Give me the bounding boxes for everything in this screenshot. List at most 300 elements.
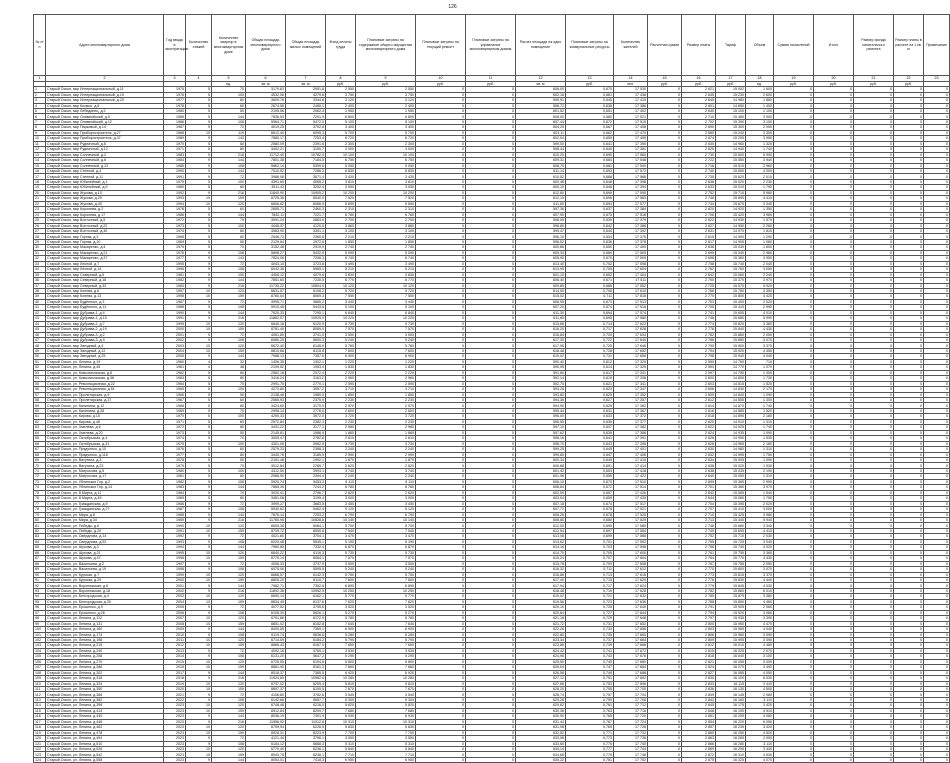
address-cell: Старый Оскол, ул. Кирова, д.48 [46, 419, 164, 424]
value-cell: 0 [774, 98, 814, 103]
value-cell: 10 [186, 321, 212, 326]
value-cell: 0,702 [566, 261, 614, 266]
value-cell: 0 [924, 419, 950, 424]
value-cell: 5 980 [746, 190, 774, 195]
value-cell: 5 700 [356, 523, 416, 528]
value-cell: 2 845 [682, 703, 716, 708]
value-cell: 5 800 [326, 659, 356, 664]
value-cell: 70 [212, 463, 246, 468]
value-cell: 5 [186, 398, 212, 403]
value-cell: 14 935 [716, 430, 746, 435]
value-cell: 5 [186, 468, 212, 473]
value-cell: 6 890 [356, 583, 416, 588]
value-cell: 7 550 [326, 294, 356, 299]
value-cell: 0,719 [566, 588, 614, 593]
value-cell: 3 090 [746, 632, 774, 637]
address-cell: Старый Оскол, ул. Ленина, д.112 [46, 616, 164, 621]
value-cell: 0 [416, 343, 466, 348]
value-cell: 604,25 [516, 125, 566, 130]
address-cell: Старый Оскол, мкр Дубрава-2, д.7 [46, 321, 164, 326]
value-cell: 0 [466, 637, 516, 642]
value-cell: 0 [648, 201, 682, 206]
row-number-cell: 82 [34, 528, 46, 533]
value-cell: 0,749 [566, 670, 614, 675]
value-cell: 0 [648, 354, 682, 359]
value-cell: 2 794 [682, 348, 716, 353]
row-number-cell: 37 [34, 283, 46, 288]
value-cell: 2 786 [682, 338, 716, 343]
value-cell: 0 [466, 267, 516, 272]
value-cell: 1977 [164, 256, 186, 261]
address-cell: Старый Оскол, ул. Прядченко, д.118 [46, 452, 164, 457]
value-cell: 1 730 [746, 376, 774, 381]
value-cell: 3 430 [326, 174, 356, 179]
value-cell: 0 [814, 103, 854, 108]
value-cell: 1 310 [746, 474, 774, 479]
value-cell: 3163,2 [286, 376, 326, 381]
value-cell: 4 450 [746, 348, 774, 353]
address-cell: Старый Оскол, ул. 8 Марта, д.11 [46, 490, 164, 495]
value-cell: 0 [814, 321, 854, 326]
value-cell: 607,44 [516, 119, 566, 124]
value-cell: 0,657 [566, 490, 614, 495]
value-cell: 1970 [164, 141, 186, 146]
value-cell: 1991 [164, 528, 186, 533]
value-cell: 2 875 [682, 757, 716, 762]
value-cell: 1 790 [746, 185, 774, 190]
value-cell: 3 420 [746, 725, 774, 730]
value-cell: 14 900 [716, 234, 746, 239]
value-cell: 10 [186, 747, 212, 752]
value-cell: 0,713 [566, 572, 614, 577]
value-cell: 2 740 [326, 245, 356, 250]
value-cell: 17 396 [614, 441, 648, 446]
row-number-cell: 42 [34, 310, 46, 315]
value-cell: 1974 [164, 436, 186, 441]
value-cell: 5964,71 [246, 119, 286, 124]
value-cell: 0 [854, 692, 894, 697]
value-cell: 0 [854, 610, 894, 615]
value-cell: 0 [854, 125, 894, 130]
value-cell: 0 [924, 261, 950, 266]
value-cell: 608,00 [516, 114, 566, 119]
column-header: Размер платы [682, 15, 716, 76]
value-cell: 17 660 [614, 632, 648, 637]
value-cell: 2003 [164, 343, 186, 348]
value-cell: 10 [186, 196, 212, 201]
address-cell: Старый Оскол, мкр Будённого, д.11 [46, 305, 164, 310]
value-cell: 0 [648, 594, 682, 599]
value-cell: 0 [416, 201, 466, 206]
value-cell: 0 [774, 321, 814, 326]
row-number-cell: 121 [34, 741, 46, 746]
value-cell: 0 [924, 245, 950, 250]
value-cell: 6 900 [356, 627, 416, 632]
value-cell: 0,694 [566, 201, 614, 206]
value-cell: 0,631 [566, 408, 614, 413]
value-cell: 15 860 [716, 332, 746, 337]
value-cell: 0 [924, 577, 950, 582]
row-number-cell: 77 [34, 501, 46, 506]
address-cell: Старый Оскол, ул. Курская, д.7 [46, 572, 164, 577]
value-cell: 634,14 [516, 747, 566, 752]
value-cell: 0 [894, 370, 924, 375]
value-cell: 2 600 [682, 376, 716, 381]
value-cell: 3 720 [356, 414, 416, 419]
value-cell: 0 [416, 637, 466, 642]
value-cell: 633,60 [516, 741, 566, 746]
address-cell: Старый Оскол, ул. Ленина, д.318 [46, 676, 164, 681]
value-cell: 0 [814, 534, 854, 539]
value-cell: 1989 [164, 517, 186, 522]
address-cell: Старый Оскол, ул. Ватутина, д.3 [46, 458, 164, 463]
value-cell: 0 [924, 708, 950, 713]
value-cell: 0 [924, 392, 950, 397]
row-number-cell: 96 [34, 605, 46, 610]
value-cell: 0 [416, 305, 466, 310]
value-cell: 9 [186, 316, 212, 321]
row-number-cell: 62 [34, 419, 46, 424]
value-cell: 108 [212, 632, 246, 637]
address-cell: Старый Оскол, ул. Комсомольская, д.8 [46, 370, 164, 375]
value-cell: 0 [854, 316, 894, 321]
value-cell: 0 [854, 196, 894, 201]
value-cell: 0,722 [566, 338, 614, 343]
address-cell: Старый Оскол, ул. Белгородская, д.30 [46, 599, 164, 604]
value-cell: 0 [774, 316, 814, 321]
value-cell: 0,747 [566, 665, 614, 670]
value-cell: 10 [186, 637, 212, 642]
value-cell: 613,95 [516, 267, 566, 272]
value-cell: 2 620 [326, 463, 356, 468]
value-cell: 0 [814, 703, 854, 708]
value-cell: 0 [894, 376, 924, 381]
value-cell: 0 [894, 190, 924, 195]
value-cell: 0 [894, 218, 924, 223]
value-cell: 621,72 [516, 621, 566, 626]
value-cell: 2 705 [682, 305, 716, 310]
value-cell: 0 [416, 517, 466, 522]
value-cell: 0 [814, 185, 854, 190]
value-cell: 17 612 [614, 567, 648, 572]
value-cell: 14 770 [716, 365, 746, 370]
value-cell: 15 845 [716, 583, 746, 588]
value-cell: 592,14 [516, 376, 566, 381]
value-cell: 0 [894, 637, 924, 642]
value-cell: 0 [416, 539, 466, 544]
value-cell: 613,08 [516, 534, 566, 539]
value-cell: 0,727 [566, 610, 614, 615]
value-cell: 17 406 [614, 452, 648, 457]
value-cell: 4 050 [746, 670, 774, 675]
address-cell: Старый Оскол, мкр Будённого, д.3 [46, 299, 164, 304]
value-cell: 17 347 [614, 387, 648, 392]
value-cell: 0 [774, 747, 814, 752]
value-cell: 0 [416, 528, 466, 533]
value-cell: 600,48 [516, 179, 566, 184]
value-cell: 80 [212, 496, 246, 501]
value-cell: 1977 [164, 98, 186, 103]
value-cell: 0 [416, 621, 466, 626]
value-cell: 9 [186, 190, 212, 195]
value-cell: 0 [814, 348, 854, 353]
row-number-cell: 122 [34, 747, 46, 752]
value-cell: 1 100 [746, 109, 774, 114]
value-cell: 0 [894, 338, 924, 343]
row-number-cell: 31 [34, 250, 46, 255]
value-cell: 0 [648, 583, 682, 588]
address-cell: Старый Оскол, мкр Солнечный, д.6 [46, 158, 164, 163]
value-cell: 2 866 [682, 741, 716, 746]
value-cell: 0 [814, 588, 854, 593]
column-number: 21 [854, 76, 894, 82]
value-cell: 2 050 [746, 332, 774, 337]
value-cell: 0 [466, 381, 516, 386]
row-number-cell: 98 [34, 616, 46, 621]
value-cell: 2 762 [682, 267, 716, 272]
value-cell: 5 720 [356, 288, 416, 293]
value-cell: 1987 [164, 507, 186, 512]
value-cell: 0 [894, 567, 924, 572]
value-cell: 6 790 [326, 512, 356, 517]
value-cell: 593,80 [516, 392, 566, 397]
value-cell: 4092,16 [246, 648, 286, 653]
value-cell: 2 020 [746, 501, 774, 506]
value-cell: 0 [416, 119, 466, 124]
value-cell: 50 [212, 458, 246, 463]
value-cell: 2 722 [682, 158, 716, 163]
value-cell: 0 [854, 741, 894, 746]
value-cell: 0 [648, 119, 682, 124]
value-cell: 0 [466, 92, 516, 97]
value-cell: 0,659 [566, 136, 614, 141]
value-cell: 0 [648, 741, 682, 746]
value-cell: 8810,66 [246, 348, 286, 353]
value-cell: 6 800 [356, 114, 416, 119]
value-cell: 2 836 [682, 687, 716, 692]
value-cell: 0 [774, 359, 814, 364]
value-cell: 6 770 [356, 278, 416, 283]
value-cell: 17 604 [614, 267, 648, 272]
value-cell: 8760,04 [246, 294, 286, 299]
value-cell: 0 [894, 239, 924, 244]
value-cell: 0 [854, 703, 894, 708]
value-cell: 0,697 [566, 528, 614, 533]
value-cell: 0 [924, 414, 950, 419]
value-cell: 8912,84 [246, 708, 286, 713]
value-cell: 5 280 [326, 632, 356, 637]
value-cell: 2 766 [682, 288, 716, 293]
value-cell: 0 [924, 714, 950, 719]
value-cell: 0 [854, 676, 894, 681]
value-cell: 1960 [164, 359, 186, 364]
value-cell: 7 600 [356, 577, 416, 582]
value-cell: 0 [854, 245, 894, 250]
value-cell: 9 [186, 158, 212, 163]
value-cell: 0 [466, 736, 516, 741]
value-cell: 15 900 [716, 343, 746, 348]
value-cell: 0 [924, 692, 950, 697]
value-cell: 2 710 [682, 512, 716, 517]
value-cell: 5 [186, 98, 212, 103]
value-cell: 5 [186, 103, 212, 108]
value-cell: 17 583 [614, 196, 648, 201]
value-cell: 0 [814, 594, 854, 599]
value-cell: 17 628 [614, 588, 648, 593]
value-cell: 9 [186, 256, 212, 261]
value-cell: 5565,1 [286, 267, 326, 272]
value-cell: 1 310 [746, 419, 774, 424]
value-cell: 5 [186, 463, 212, 468]
address-cell: Старый Оскол, ул. 8 Марта, д.45 [46, 496, 164, 501]
value-cell: 617,94 [516, 583, 566, 588]
value-cell: 0 [854, 223, 894, 228]
value-cell: 10 [186, 708, 212, 713]
value-cell: 0 [774, 752, 814, 757]
value-cell: 634,68 [516, 752, 566, 757]
value-cell: 0 [814, 245, 854, 250]
value-cell: 6119,74 [246, 632, 286, 637]
value-cell: 0 [466, 627, 516, 632]
value-cell: 590,40 [516, 359, 566, 364]
row-number-cell: 55 [34, 381, 46, 386]
value-cell: 2 625 [682, 147, 716, 152]
value-cell: 17 362 [614, 403, 648, 408]
value-cell: 17 604 [614, 556, 648, 561]
value-cell: 15 600 [716, 152, 746, 157]
value-cell: 1989 [164, 136, 186, 141]
address-cell: Старый Оскол, мкр Солнечный, д.13 [46, 163, 164, 168]
value-cell: 0 [416, 370, 466, 375]
value-cell: 0 [924, 316, 950, 321]
value-cell: 3 980 [746, 512, 774, 517]
value-cell: 0 [774, 588, 814, 593]
value-cell: 7206,3 [286, 256, 326, 261]
value-cell: 9 [186, 676, 212, 681]
row-number-cell: 23 [34, 207, 46, 212]
value-cell: 0 [774, 458, 814, 463]
value-cell: 609,85 [516, 283, 566, 288]
value-cell: 0,743 [566, 654, 614, 659]
value-cell: 0 [466, 550, 516, 555]
value-cell: 0 [894, 332, 924, 337]
value-cell: 0 [894, 752, 924, 757]
address-cell: Старый Оскол, мкр Олимпийский, д.12 [46, 119, 164, 124]
value-cell: 602,50 [516, 490, 566, 495]
value-cell: 0 [894, 348, 924, 353]
value-cell: 2 620 [326, 490, 356, 495]
value-cell: 5 840 [356, 747, 416, 752]
value-cell: 0 [466, 408, 516, 413]
value-cell: 0 [466, 670, 516, 675]
value-cell: 17 700 [614, 687, 648, 692]
value-cell: 0 [774, 539, 814, 544]
value-cell: 0 [924, 648, 950, 653]
value-cell: 159 [212, 665, 246, 670]
value-cell: 7 570 [326, 327, 356, 332]
value-cell: 2 854 [682, 719, 716, 724]
value-cell: 10 [186, 294, 212, 299]
value-cell: 0 [894, 561, 924, 566]
value-cell: 0 [774, 452, 814, 457]
value-cell: 0 [894, 163, 924, 168]
value-cell: 10 [186, 725, 212, 730]
value-cell: 0 [648, 534, 682, 539]
value-cell: 592,70 [516, 381, 566, 386]
row-number-cell: 110 [34, 681, 46, 686]
value-cell: 0 [894, 692, 924, 697]
row-number-cell: 45 [34, 327, 46, 332]
row-number-cell: 6 [34, 114, 46, 119]
value-cell: 0 [648, 736, 682, 741]
address-cell: Старый Оскол, мкр Северный, д.33 [46, 283, 164, 288]
value-cell: 120 [212, 288, 246, 293]
value-cell: 0,731 [566, 354, 614, 359]
row-number-cell: 49 [34, 348, 46, 353]
value-cell: 9 [186, 605, 212, 610]
value-cell: 16 235 [716, 725, 746, 730]
value-cell: 0 [814, 643, 854, 648]
value-cell: 2585,90 [246, 474, 286, 479]
value-cell: 611,30 [516, 310, 566, 315]
value-cell: 14 950 [716, 436, 746, 441]
value-cell: 108 [212, 267, 246, 272]
address-cell: Старый Оскол, ул. Революционная, д.51 [46, 387, 164, 392]
value-cell: 0 [466, 512, 516, 517]
value-cell: 0 [814, 408, 854, 413]
value-cell: 0 [924, 463, 950, 468]
value-cell: 17 325 [614, 365, 648, 370]
value-cell: 1985 [164, 114, 186, 119]
value-cell: 72 [212, 174, 246, 179]
value-cell: 7876,14 [246, 512, 286, 517]
value-cell: 0 [416, 605, 466, 610]
value-cell: 3 120 [326, 98, 356, 103]
value-cell: 0 [466, 179, 516, 184]
address-cell: Старый Оскол, ул. Свердлова, д.52 [46, 539, 164, 544]
value-cell: 6226,5 [286, 725, 326, 730]
value-cell: 0 [774, 637, 814, 642]
value-cell: 0 [416, 714, 466, 719]
address-cell: Старый Оскол, мкр Дубрава-1, д.15 [46, 316, 164, 321]
value-cell: 14 905 [716, 239, 746, 244]
value-cell: 16 085 [716, 670, 746, 675]
value-cell: 0 [416, 654, 466, 659]
value-cell: 3 420 [746, 703, 774, 708]
value-cell: 0 [894, 496, 924, 501]
row-number-cell: 111 [34, 687, 46, 692]
value-cell: 17 529 [614, 517, 648, 522]
value-cell: 0 [416, 556, 466, 561]
value-cell: 159 [212, 327, 246, 332]
value-cell: 0 [774, 610, 814, 615]
value-cell: 8036,19 [246, 714, 286, 719]
value-cell: 144 [212, 354, 246, 359]
value-cell: 5 730 [356, 550, 416, 555]
value-cell: 0 [894, 119, 924, 124]
value-cell: 0 [894, 430, 924, 435]
column-unit: руб. [466, 81, 516, 87]
value-cell: 15 400 [716, 299, 746, 304]
value-cell: 2 690 [682, 125, 716, 130]
value-cell: 17 684 [614, 665, 648, 670]
value-cell: 0 [854, 452, 894, 457]
value-cell: 0 [416, 512, 466, 517]
value-cell: 0 [814, 398, 854, 403]
value-cell: 0 [466, 278, 516, 283]
value-cell: 5 690 [326, 201, 356, 206]
value-cell: 3957,2 [286, 387, 326, 392]
